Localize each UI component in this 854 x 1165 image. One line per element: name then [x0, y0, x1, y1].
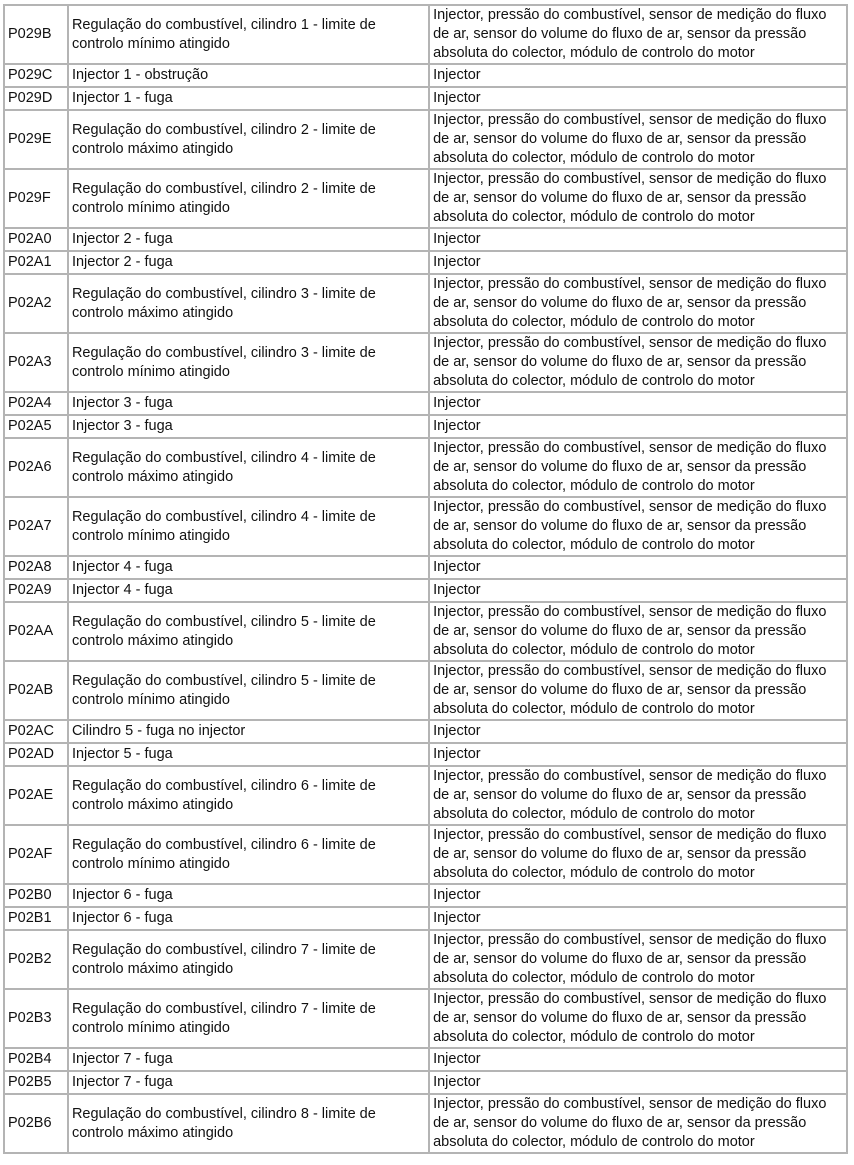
fault-code-cell: P02B4: [5, 1049, 69, 1072]
description-cell: Regulação do combustível, cilindro 3 - limite de controlo máximo atingido: [69, 275, 430, 334]
table-row: [5, 275, 848, 334]
possible-causes-cell: Injector, pressão do combustível, sensor de medição do fluxo de ar, sensor do volume do fluxo de ar, sensor da pressão absoluta do colector, módulo de controlo do motor: [430, 170, 848, 229]
description-cell: Injector 3 - fuga: [69, 393, 430, 416]
description-cell: Injector 6 - fuga: [69, 885, 430, 908]
description-cell: Injector 5 - fuga: [69, 744, 430, 767]
possible-causes-cell: Injector: [430, 557, 848, 580]
fault-code-cell: P02AE: [5, 767, 69, 826]
fault-code-cell: P02A5: [5, 416, 69, 439]
table-row: [5, 767, 848, 826]
description-cell: Injector 7 - fuga: [69, 1049, 430, 1072]
fault-code-cell: P02B6: [5, 1095, 69, 1154]
possible-causes-cell: Injector, pressão do combustível, sensor de medição do fluxo de ar, sensor do volume do fluxo de ar, sensor da pressão absoluta do colector, módulo de controlo do motor: [430, 826, 848, 885]
possible-causes-cell: Injector: [430, 908, 848, 931]
description-cell: Injector 1 - obstrução: [69, 65, 430, 88]
fault-code-cell: P02A1: [5, 252, 69, 275]
possible-causes-cell: Injector, pressão do combustível, sensor de medição do fluxo de ar, sensor do volume do fluxo de ar, sensor da pressão absoluta do colector, módulo de controlo do motor: [430, 334, 848, 393]
possible-causes-cell: Injector: [430, 252, 848, 275]
fault-code-cell: P029F: [5, 170, 69, 229]
possible-causes-cell: Injector: [430, 229, 848, 252]
possible-causes-cell: Injector, pressão do combustível, sensor de medição do fluxo de ar, sensor do volume do fluxo de ar, sensor da pressão absoluta do colector, módulo de controlo do motor: [430, 662, 848, 721]
table-row: [5, 393, 848, 416]
table-row: [5, 416, 848, 439]
description-cell: Regulação do combustível, cilindro 3 - limite de controlo mínimo atingido: [69, 334, 430, 393]
fault-code-cell: P02B5: [5, 1072, 69, 1095]
table-row: [5, 931, 848, 990]
possible-causes-cell: Injector, pressão do combustível, sensor de medição do fluxo de ar, sensor do volume do fluxo de ar, sensor da pressão absoluta do colector, módulo de controlo do motor: [430, 767, 848, 826]
table-row: [5, 990, 848, 1049]
fault-code-cell: P02A8: [5, 557, 69, 580]
description-cell: Regulação do combustível, cilindro 6 - limite de controlo máximo atingido: [69, 767, 430, 826]
description-cell: Regulação do combustível, cilindro 2 - limite de controlo máximo atingido: [69, 111, 430, 170]
fault-code-cell: P02B1: [5, 908, 69, 931]
possible-causes-cell: Injector: [430, 393, 848, 416]
fault-code-cell: P02AF: [5, 826, 69, 885]
table-row: [5, 252, 848, 275]
description-cell: Injector 2 - fuga: [69, 252, 430, 275]
description-cell: Injector 4 - fuga: [69, 580, 430, 603]
description-cell: Regulação do combustível, cilindro 8 - limite de controlo máximo atingido: [69, 1095, 430, 1154]
possible-causes-cell: Injector: [430, 721, 848, 744]
table-row: [5, 88, 848, 111]
fault-code-cell: P02B3: [5, 990, 69, 1049]
possible-causes-cell: Injector, pressão do combustível, sensor de medição do fluxo de ar, sensor do volume do fluxo de ar, sensor da pressão absoluta do colector, módulo de controlo do motor: [430, 603, 848, 662]
description-cell: Regulação do combustível, cilindro 1 - limite de controlo mínimo atingido: [69, 6, 430, 65]
possible-causes-cell: Injector: [430, 1049, 848, 1072]
fault-code-cell: P02A9: [5, 580, 69, 603]
description-cell: Injector 4 - fuga: [69, 557, 430, 580]
fault-code-cell: P02AA: [5, 603, 69, 662]
fault-code-cell: P02AB: [5, 662, 69, 721]
description-cell: Regulação do combustível, cilindro 5 - limite de controlo máximo atingido: [69, 603, 430, 662]
fault-code-cell: P02A0: [5, 229, 69, 252]
possible-causes-cell: Injector, pressão do combustível, sensor de medição do fluxo de ar, sensor do volume do fluxo de ar, sensor da pressão absoluta do colector, módulo de controlo do motor: [430, 275, 848, 334]
fault-code-table: [3, 4, 848, 1154]
possible-causes-cell: Injector, pressão do combustível, sensor de medição do fluxo de ar, sensor do volume do fluxo de ar, sensor da pressão absoluta do colector, módulo de controlo do motor: [430, 498, 848, 557]
possible-causes-cell: Injector, pressão do combustível, sensor de medição do fluxo de ar, sensor do volume do fluxo de ar, sensor da pressão absoluta do colector, módulo de controlo do motor: [430, 1095, 848, 1154]
fault-code-cell: P02A7: [5, 498, 69, 557]
description-cell: Injector 2 - fuga: [69, 229, 430, 252]
table-row: [5, 721, 848, 744]
description-cell: Regulação do combustível, cilindro 4 - limite de controlo mínimo atingido: [69, 498, 430, 557]
fault-code-cell: P02A6: [5, 439, 69, 498]
possible-causes-cell: Injector: [430, 65, 848, 88]
description-cell: Regulação do combustível, cilindro 5 - limite de controlo mínimo atingido: [69, 662, 430, 721]
table-row: [5, 111, 848, 170]
table-row: [5, 908, 848, 931]
table-row: [5, 557, 848, 580]
possible-causes-cell: Injector, pressão do combustível, sensor de medição do fluxo de ar, sensor do volume do fluxo de ar, sensor da pressão absoluta do colector, módulo de controlo do motor: [430, 439, 848, 498]
table-row: [5, 498, 848, 557]
table-row: [5, 580, 848, 603]
table-row: [5, 744, 848, 767]
table-row: [5, 334, 848, 393]
fault-code-cell: P02AD: [5, 744, 69, 767]
description-cell: Regulação do combustível, cilindro 7 - limite de controlo máximo atingido: [69, 931, 430, 990]
table-row: [5, 885, 848, 908]
fault-code-cell: P02B0: [5, 885, 69, 908]
possible-causes-cell: Injector, pressão do combustível, sensor de medição do fluxo de ar, sensor do volume do fluxo de ar, sensor da pressão absoluta do colector, módulo de controlo do motor: [430, 111, 848, 170]
description-cell: Regulação do combustível, cilindro 4 - limite de controlo máximo atingido: [69, 439, 430, 498]
possible-causes-cell: Injector: [430, 416, 848, 439]
fault-code-cell: P029C: [5, 65, 69, 88]
description-cell: Injector 7 - fuga: [69, 1072, 430, 1095]
table-row: [5, 662, 848, 721]
description-cell: Regulação do combustível, cilindro 2 - limite de controlo mínimo atingido: [69, 170, 430, 229]
description-cell: Injector 3 - fuga: [69, 416, 430, 439]
possible-causes-cell: Injector, pressão do combustível, sensor de medição do fluxo de ar, sensor do volume do fluxo de ar, sensor da pressão absoluta do colector, módulo de controlo do motor: [430, 6, 848, 65]
possible-causes-cell: Injector: [430, 88, 848, 111]
fault-code-cell: P029D: [5, 88, 69, 111]
fault-code-cell: P02A4: [5, 393, 69, 416]
table-row: [5, 1072, 848, 1095]
description-cell: Cilindro 5 - fuga no injector: [69, 721, 430, 744]
fault-code-cell: P029E: [5, 111, 69, 170]
description-cell: Regulação do combustível, cilindro 7 - limite de controlo mínimo atingido: [69, 990, 430, 1049]
possible-causes-cell: Injector: [430, 885, 848, 908]
description-cell: Injector 6 - fuga: [69, 908, 430, 931]
table-row: [5, 439, 848, 498]
table-row: [5, 229, 848, 252]
description-cell: Injector 1 - fuga: [69, 88, 430, 111]
fault-code-table-body: [5, 6, 848, 1154]
fault-code-cell: P029B: [5, 6, 69, 65]
table-row: [5, 1095, 848, 1154]
table-row: [5, 603, 848, 662]
table-row: [5, 6, 848, 65]
fault-code-cell: P02AC: [5, 721, 69, 744]
fault-code-cell: P02A2: [5, 275, 69, 334]
possible-causes-cell: Injector: [430, 1072, 848, 1095]
description-cell: Regulação do combustível, cilindro 6 - limite de controlo mínimo atingido: [69, 826, 430, 885]
table-row: [5, 1049, 848, 1072]
fault-code-cell: P02A3: [5, 334, 69, 393]
possible-causes-cell: Injector: [430, 580, 848, 603]
fault-code-cell: P02B2: [5, 931, 69, 990]
possible-causes-cell: Injector, pressão do combustível, sensor de medição do fluxo de ar, sensor do volume do fluxo de ar, sensor da pressão absoluta do colector, módulo de controlo do motor: [430, 931, 848, 990]
table-row: [5, 170, 848, 229]
table-row: [5, 65, 848, 88]
possible-causes-cell: Injector, pressão do combustível, sensor de medição do fluxo de ar, sensor do volume do fluxo de ar, sensor da pressão absoluta do colector, módulo de controlo do motor: [430, 990, 848, 1049]
possible-causes-cell: Injector: [430, 744, 848, 767]
table-row: [5, 826, 848, 885]
